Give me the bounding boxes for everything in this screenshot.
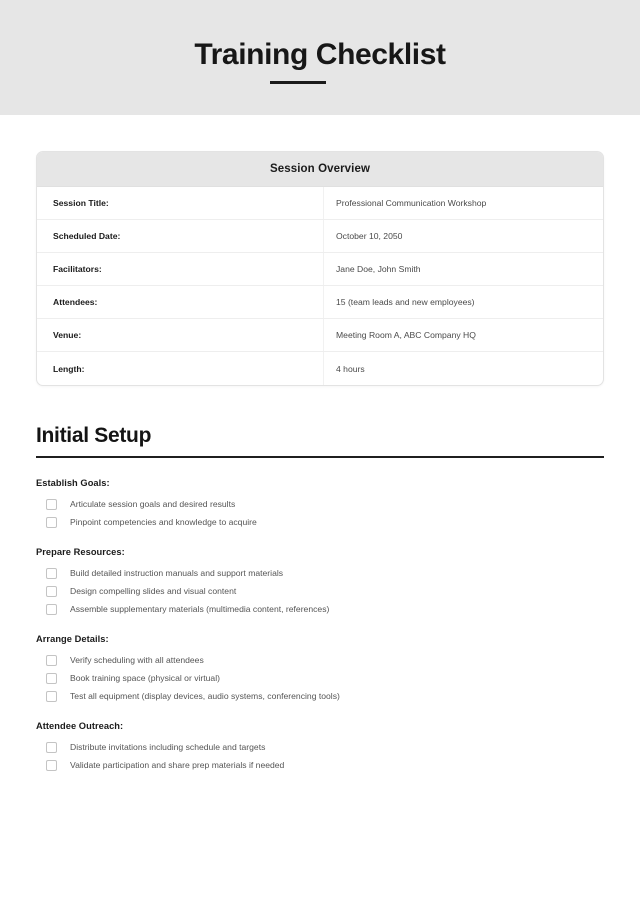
table-row-value: 4 hours xyxy=(336,363,365,374)
checklist-group xyxy=(36,634,604,702)
checklist-item-label: Distribute invitations including schedule and targets xyxy=(70,742,266,753)
table-row-label: Length: xyxy=(37,352,324,385)
table-row-label: Facilitators: xyxy=(37,253,324,285)
checkbox-icon[interactable] xyxy=(46,499,57,510)
table-row xyxy=(37,220,603,253)
checklist-item[interactable] xyxy=(36,499,604,510)
checklist-item[interactable] xyxy=(36,673,604,684)
checklist-item[interactable] xyxy=(36,604,604,615)
table-row-value: 15 (team leads and new employees) xyxy=(336,297,475,307)
table-row xyxy=(37,352,603,385)
session-overview-card xyxy=(36,151,604,386)
table-row-value: Jane Doe, John Smith xyxy=(336,264,421,274)
table-row-label: Session Title: xyxy=(37,187,324,219)
checklist-item[interactable] xyxy=(36,517,604,528)
table-row-value: Meeting Room A, ABC Company HQ xyxy=(336,330,476,340)
checklist-item-label: Pinpoint competencies and knowledge to acquire xyxy=(70,517,257,528)
section-title: Initial Setup xyxy=(36,424,152,447)
checkbox-icon[interactable] xyxy=(46,586,57,597)
table-row-label: Venue: xyxy=(37,319,324,351)
page-header xyxy=(0,0,640,115)
checklist-item[interactable] xyxy=(36,742,604,753)
table-row xyxy=(37,253,603,286)
checklist-item-label: Verify scheduling with all attendees xyxy=(70,655,204,666)
checklist-item-label: Book training space (physical or virtual) xyxy=(70,673,220,684)
checkbox-icon[interactable] xyxy=(46,517,57,528)
checklist-item-label: Test all equipment (display devices, audio systems, conferencing tools) xyxy=(70,691,340,702)
checkbox-icon[interactable] xyxy=(46,655,57,666)
table-row-label: Scheduled Date: xyxy=(37,220,324,252)
table-row xyxy=(37,286,603,319)
checklist-item-label: Design compelling slides and visual content xyxy=(70,586,237,597)
session-overview-rows xyxy=(37,187,603,385)
table-row xyxy=(37,187,603,220)
checklist-group-title: Attendee Outreach: xyxy=(36,721,124,731)
title-accent-rule xyxy=(270,81,326,84)
table-row-value: October 10, 2050 xyxy=(336,231,403,241)
checklist-item[interactable] xyxy=(36,691,604,702)
checklist-group xyxy=(36,721,604,771)
page-title: Training Checklist xyxy=(194,37,446,71)
table-row-value: Professional Communication Workshop xyxy=(336,198,487,208)
session-overview-heading: Session Overview xyxy=(37,152,603,187)
checkbox-icon[interactable] xyxy=(46,568,57,579)
checklist-group-title: Arrange Details: xyxy=(36,634,109,644)
checkbox-icon[interactable] xyxy=(46,760,57,771)
checklist-group xyxy=(36,547,604,615)
checklist-item[interactable] xyxy=(36,760,604,771)
checklist-item[interactable] xyxy=(36,568,604,579)
checkbox-icon[interactable] xyxy=(46,691,57,702)
section-divider xyxy=(36,456,604,458)
checklist-group-title: Establish Goals: xyxy=(36,478,110,488)
table-row xyxy=(37,319,603,352)
initial-setup-section xyxy=(36,424,604,771)
checklist-item-label: Articulate session goals and desired results xyxy=(70,499,236,510)
checklist-group-title: Prepare Resources: xyxy=(36,547,125,557)
checklist-item-label: Build detailed instruction manuals and support materials xyxy=(70,568,284,579)
checkbox-icon[interactable] xyxy=(46,673,57,684)
checklist-group xyxy=(36,478,604,528)
table-row-label: Attendees: xyxy=(37,286,324,318)
checklist-item-label: Validate participation and share prep materials if needed xyxy=(70,760,285,771)
page-content xyxy=(0,151,640,771)
checklist-item[interactable] xyxy=(36,655,604,666)
checkbox-icon[interactable] xyxy=(46,604,57,615)
checklist-groups xyxy=(36,478,604,771)
checklist-item-label: Assemble supplementary materials (multimedia content, references) xyxy=(70,604,330,615)
checkbox-icon[interactable] xyxy=(46,742,57,753)
checklist-item[interactable] xyxy=(36,586,604,597)
